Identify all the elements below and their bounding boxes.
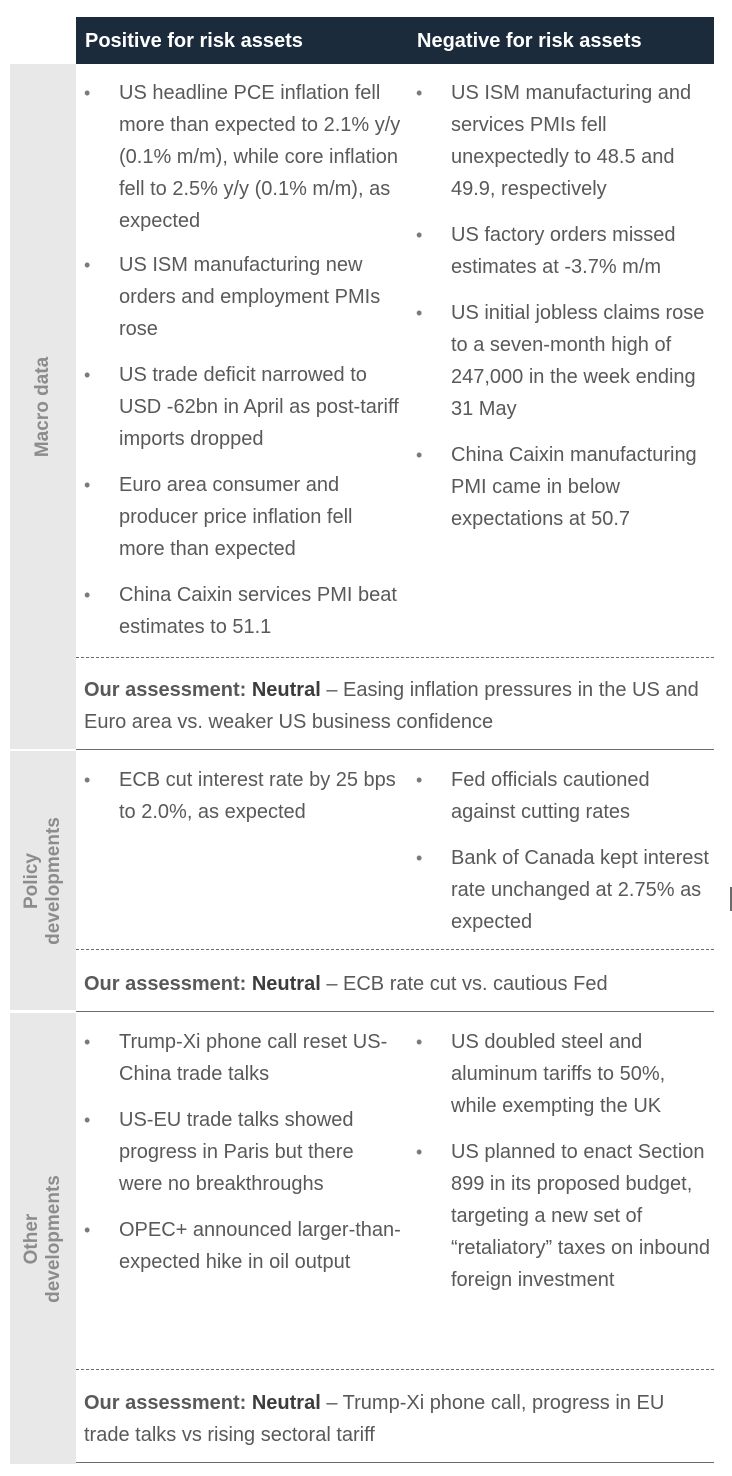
- table-header: [76, 17, 714, 64]
- assessment-other: Our assessment: Neutral – Trump-Xi phone call, progress in EU trade talks vs rising sectoral tariff: [84, 1392, 665, 1446]
- section-label-bar: [10, 64, 76, 749]
- section-label-bar: [10, 1013, 76, 1464]
- section-other-developments: Other developments • Trump-Xi phone call reset US-China trade talks • US-EU trade talks showed progress in Paris but there were no breakthroughs • OPEC+ announced larger-than-expected hike in oil output • US doubled steel and aluminum tariffs to 50%, while exempting the UK • US planned to enact Section 899 in its proposed budget, targeting a new set of “retaliatory” taxes on inbound foreign investment: [0, 1013, 714, 1464]
- assessment-policy: Our assessment: Neutral – ECB rate cut vs. cautious Fed: [84, 973, 608, 995]
- dashed-divider: [76, 949, 714, 950]
- positive-header: Positive for risk assets: [85, 30, 303, 52]
- assessment-macro: Our assessment: Neutral – Easing inflation pressures in the US and Euro area vs. weaker US business confidence: [84, 679, 699, 733]
- section-divider: [76, 1462, 714, 1463]
- section-label: Other developments: [21, 1174, 64, 1303]
- section-policy-developments: Policy developments • ECB cut interest rate by 25 bps to 2.0%, as expected • Fed officials cautioned against cutting rates • Bank of Canada kept interest rate unchanged at 2.75% as expected: [0, 751, 714, 1010]
- negative-header: Negative for risk assets: [417, 30, 642, 52]
- section-divider: [76, 1011, 714, 1012]
- section-macro-data: Macro data • US headline PCE inflation fell more than expected to 2.1% y/y (0.1% m/m), while core inflation fell to 2.5% y/y (0.1% m/m), as expected • US ISM manufacturing new orders and employment PMIs rose • US trade deficit narrowed to USD -62bn in April as post-tariff imports dropped • Euro area consumer and producer price inflation fell more than expected • China Caixin services PMI beat estimates to 51.1 • US ISM manufacturing and services PMIs fell unexpectedly to 48.5 and 49.9, respectively • US factory orders missed estimates at -3.7% m/m • US initial jobless claims rose to a seven-month high of 247,000 in the week ending 31 May • China Caixin manufacturing PMI came in below expectations at 50.7: [0, 64, 714, 749]
- section-label-bar: [10, 751, 76, 1010]
- dashed-divider: [76, 657, 714, 658]
- section-label: Policy developments: [21, 816, 64, 945]
- dashed-divider: [76, 1369, 714, 1370]
- section-divider: [76, 749, 714, 750]
- section-label: Macro data: [32, 356, 53, 457]
